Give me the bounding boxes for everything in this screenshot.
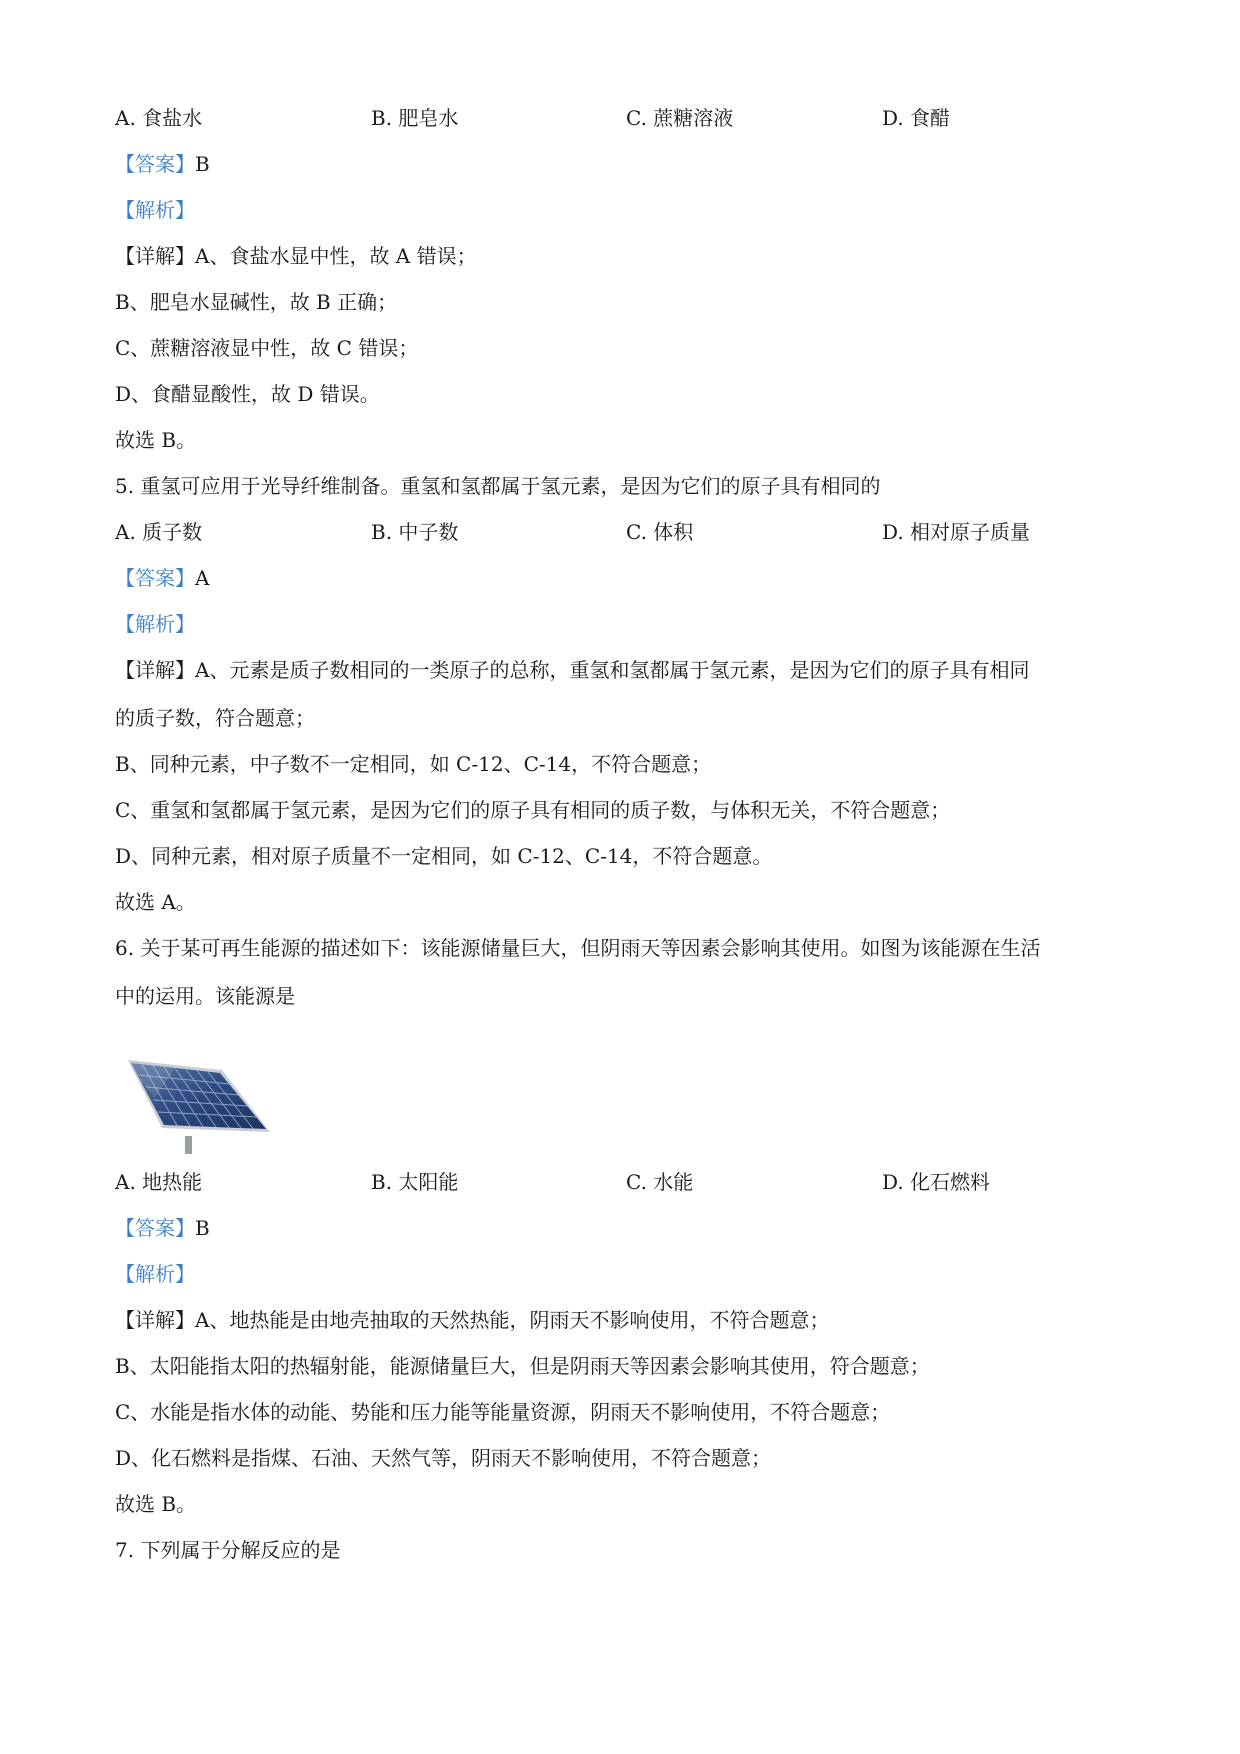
answer-value: B bbox=[195, 1216, 210, 1240]
q4-option-d: D. 食醋 bbox=[882, 106, 951, 130]
q4-detail-d: D、食醋显酸性，故 D 错误。 bbox=[115, 382, 380, 406]
q5-option-b: B. 中子数 bbox=[371, 520, 459, 544]
q5-conclusion: 故选 A。 bbox=[115, 890, 196, 914]
answer-tag: 【答案】 bbox=[115, 1216, 195, 1240]
q6-stem-line2: 中的运用。该能源是 bbox=[115, 984, 295, 1008]
solar-panel-illustration bbox=[120, 1058, 280, 1158]
panel-post bbox=[185, 1136, 192, 1154]
q4-detail-c: C、蔗糖溶液显中性，故 C 错误； bbox=[115, 336, 419, 360]
q5-option-d: D. 相对原子质量 bbox=[882, 520, 1031, 544]
detail-text: A、食盐水显中性，故 A 错误； bbox=[195, 244, 477, 268]
q6-conclusion: 故选 B。 bbox=[115, 1492, 197, 1516]
q5-stem: 5. 重氢可应用于光导纤维制备。重氢和氢都属于氢元素，是因为它们的原子具有相同的 bbox=[115, 474, 881, 498]
q6-option-d: D. 化石燃料 bbox=[882, 1170, 991, 1194]
answer-value: B bbox=[195, 152, 210, 176]
q7-stem: 7. 下列属于分解反应的是 bbox=[115, 1538, 341, 1562]
q6-option-a: A. 地热能 bbox=[115, 1170, 203, 1194]
q6-option-c: C. 水能 bbox=[626, 1170, 694, 1194]
q5-detail-first bbox=[115, 656, 1029, 684]
detail-tag: 【详解】 bbox=[115, 244, 195, 268]
solar-panel-image bbox=[120, 1058, 280, 1158]
q6-detail-c: C、水能是指水体的动能、势能和压力能等能量资源，阴雨天不影响使用，不符合题意； bbox=[115, 1400, 891, 1424]
q4-option-c: C. 蔗糖溶液 bbox=[626, 106, 734, 130]
q5-detail-b: B、同种元素，中子数不一定相同，如 C-12、C-14，不符合题意； bbox=[115, 752, 712, 776]
q5-detail-d: D、同种元素，相对原子质量不一定相同，如 C-12、C-14，不符合题意。 bbox=[115, 844, 773, 868]
detail-text: A、元素是质子数相同的一类原子的总称，重氢和氢都属于氢元素，是因为它们的原子具有相同 bbox=[195, 658, 1030, 682]
q4-answer bbox=[115, 150, 210, 178]
q5-analysis-tag: 【解析】 bbox=[115, 612, 195, 636]
q4-option-b: B. 肥皂水 bbox=[371, 106, 459, 130]
q5-detail-c: C、重氢和氢都属于氢元素，是因为它们的原子具有相同的质子数，与体积无关，不符合题意； bbox=[115, 798, 951, 822]
q4-detail-b: B、肥皂水显碱性，故 B 正确； bbox=[115, 290, 398, 314]
detail-text: A、地热能是由地壳抽取的天然热能，阴雨天不影响使用，不符合题意； bbox=[195, 1308, 830, 1332]
detail-tag: 【详解】 bbox=[115, 658, 195, 682]
answer-tag: 【答案】 bbox=[115, 566, 195, 590]
q6-analysis-tag: 【解析】 bbox=[115, 1262, 195, 1286]
q6-option-b: B. 太阳能 bbox=[371, 1170, 459, 1194]
q6-stem-line1: 6. 关于某可再生能源的描述如下：该能源储量巨大，但阴雨天等因素会影响其使用。如图为该能源在生活 bbox=[115, 936, 1041, 960]
q4-conclusion: 故选 B。 bbox=[115, 428, 197, 452]
answer-tag: 【答案】 bbox=[115, 152, 195, 176]
q4-analysis-tag: 【解析】 bbox=[115, 198, 195, 222]
q6-answer bbox=[115, 1214, 210, 1242]
q6-detail-first bbox=[115, 1306, 829, 1334]
q4-option-a: A. 食盐水 bbox=[115, 106, 203, 130]
detail-tag: 【详解】 bbox=[115, 1308, 195, 1332]
answer-value: A bbox=[195, 566, 210, 590]
q6-detail-b: B、太阳能指太阳的热辐射能，能源储量巨大，但是阴雨天等因素会影响其使用，符合题意； bbox=[115, 1354, 930, 1378]
q5-option-a: A. 质子数 bbox=[115, 520, 203, 544]
q6-detail-d: D、化石燃料是指煤、石油、天然气等，阴雨天不影响使用，不符合题意； bbox=[115, 1446, 772, 1470]
q4-detail-first bbox=[115, 242, 477, 270]
q5-detail-first-cont: 的质子数，符合题意； bbox=[115, 706, 315, 730]
q5-answer bbox=[115, 564, 209, 592]
q5-option-c: C. 体积 bbox=[626, 520, 694, 544]
